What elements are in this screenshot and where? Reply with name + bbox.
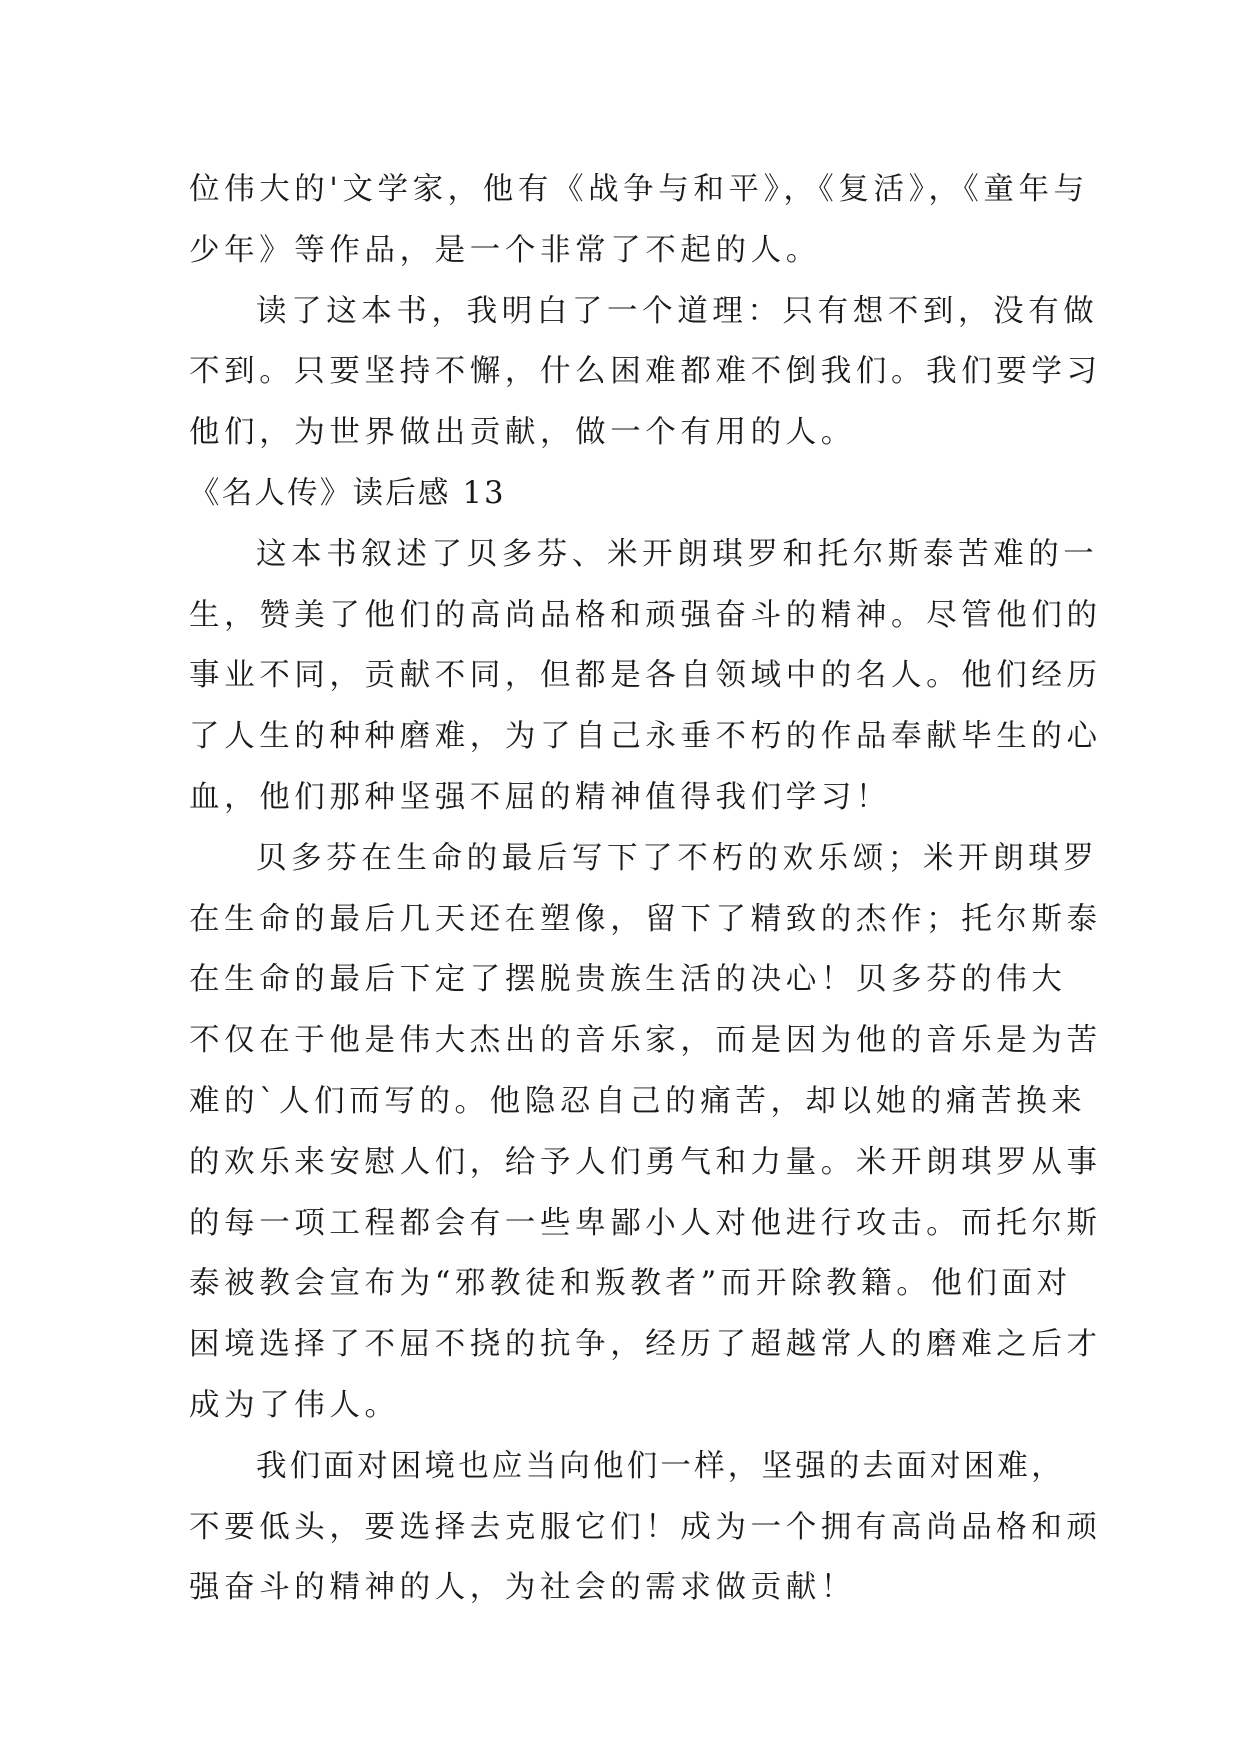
text-line: 位伟大的'文学家，他有《战争与和平》，《复活》，《童年与 — [189, 172, 1089, 207]
paragraph-start-line: 贝多芬在生命的最后写下了不朽的欢乐颂；米开朗琪罗 — [256, 840, 1099, 876]
text-line: 在生命的最后下定了摆脱贵族生活的决心！贝多芬的伟大 — [189, 962, 1067, 998]
text-line: 他们，为世界做出贡献，做一个有用的人。 — [189, 415, 856, 451]
text-line: 少年》等作品，是一个非常了不起的人。 — [189, 232, 821, 268]
text-line: 强奋斗的精神的人，为社会的需求做贡献！ — [189, 1570, 856, 1606]
text-line: 血，他们那种坚强不屈的精神值得我们学习！ — [189, 779, 891, 815]
text-line: 在生命的最后几天还在塑像，留下了精致的杰作；托尔斯泰 — [189, 901, 1102, 937]
paragraph-start-line: 这本书叙述了贝多芬、米开朗琪罗和托尔斯泰苦难的一 — [256, 536, 1099, 572]
text-line: 了人生的种种磨难，为了自己永垂不朽的作品奉献毕生的心 — [189, 719, 1102, 755]
paragraph-start-line: 读了这本书，我明白了一个道理：只有想不到，没有做 — [256, 293, 1099, 329]
text-line: 不要低头，要选择去克服它们！成为一个拥有高尚品格和顽 — [189, 1509, 1102, 1545]
document-body — [189, 160, 1102, 1619]
text-line: 不仅在于他是伟大杰出的音乐家，而是因为他的音乐是为苦 — [189, 1023, 1102, 1059]
section-heading: 《名人传》读后感 13 — [189, 475, 506, 511]
text-line: 困境选择了不屈不挠的抗争，经历了超越常人的磨难之后才 — [189, 1327, 1102, 1363]
text-line: 的欢乐来安慰人们，给予人们勇气和力量。米开朗琪罗从事 — [189, 1144, 1102, 1180]
text-line: 的每一项工程都会有一些卑鄙小人对他进行攻击。而托尔斯 — [189, 1205, 1102, 1241]
text-line: 生，赞美了他们的高尚品格和顽强奋斗的精神。尽管他们的 — [189, 597, 1102, 633]
text-line: 事业不同，贡献不同，但都是各自领域中的名人。他们经历 — [189, 658, 1102, 694]
text-line: 泰被教会宣布为“邪教徒和叛教者”而开除教籍。他们面对 — [189, 1266, 1072, 1302]
text-line: 难的`人们而写的。他隐忍自己的痛苦，却以她的痛苦换来 — [189, 1083, 1087, 1119]
text-line: 不到。只要坚持不懈，什么困难都难不倒我们。我们要学习 — [189, 354, 1102, 390]
text-line: 成为了伟人。 — [189, 1387, 400, 1423]
paragraph-start-line: 我们面对困境也应当向他们一样，坚强的去面对困难， — [256, 1448, 1065, 1484]
